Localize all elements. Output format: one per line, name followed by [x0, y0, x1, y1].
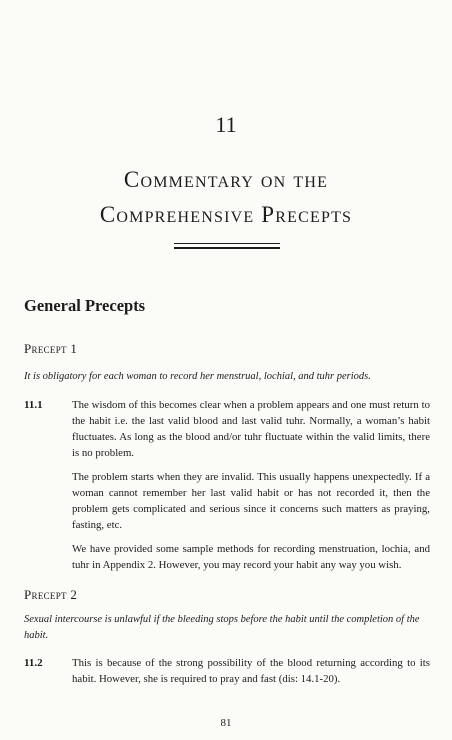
- item-body: [72, 655, 430, 687]
- item-paragraph: The wisdom of this becomes clear when a problem appears and one must return to the habit i.e. the last valid blood and last valid tuhr. Normally, a woman’s habit fluctuates. As long as the blood and/or tuhr fluctuate within the valid limits, there is no problem.: [72, 399, 430, 459]
- item-number: 11.1: [24, 399, 43, 411]
- item-paragraph: We have provided some sample methods for recording menstruation, lochia, and tuhr in Appendix 2. However, you may record your habit any way you wish.: [72, 543, 430, 571]
- page-number: 81: [220, 717, 232, 729]
- precept-2-text: Sexual intercourse is unlawful if the bleeding stops before the habit until the completion of the habit.: [24, 614, 420, 641]
- section-heading: General Precepts: [24, 296, 146, 315]
- item-paragraph: This is because of the strong possibility of the blood returning according to its habit. However, she is required to pray and fast (dis: 14.1-20).: [72, 657, 430, 685]
- precept-2-heading: Precept 2: [24, 587, 78, 602]
- commentary-item-11-1: [24, 397, 430, 581]
- title-rule-thick: [174, 247, 280, 249]
- chapter-title-line-1: Commentary on the: [123, 167, 329, 192]
- item-body: [72, 397, 430, 573]
- precept-1-text: It is obligatory for each woman to record her menstrual, lochial, and tuhr periods.: [24, 371, 371, 382]
- chapter-number: 11: [215, 112, 237, 137]
- item-paragraph: The problem starts when they are invalid. This usually happens unexpectedly. If a woman cannot remember her last valid habit or has not recorded it, then the problem gets complicated and serious since it concerns such matters as praying, fasting, etc.: [72, 471, 430, 531]
- commentary-item-11-2: [24, 655, 430, 695]
- item-number: 11.2: [24, 657, 43, 669]
- precept-1-heading: Precept 1: [24, 341, 78, 356]
- chapter-title-line-2: Comprehensive Precepts: [99, 202, 353, 227]
- title-rule-thin: [174, 243, 280, 244]
